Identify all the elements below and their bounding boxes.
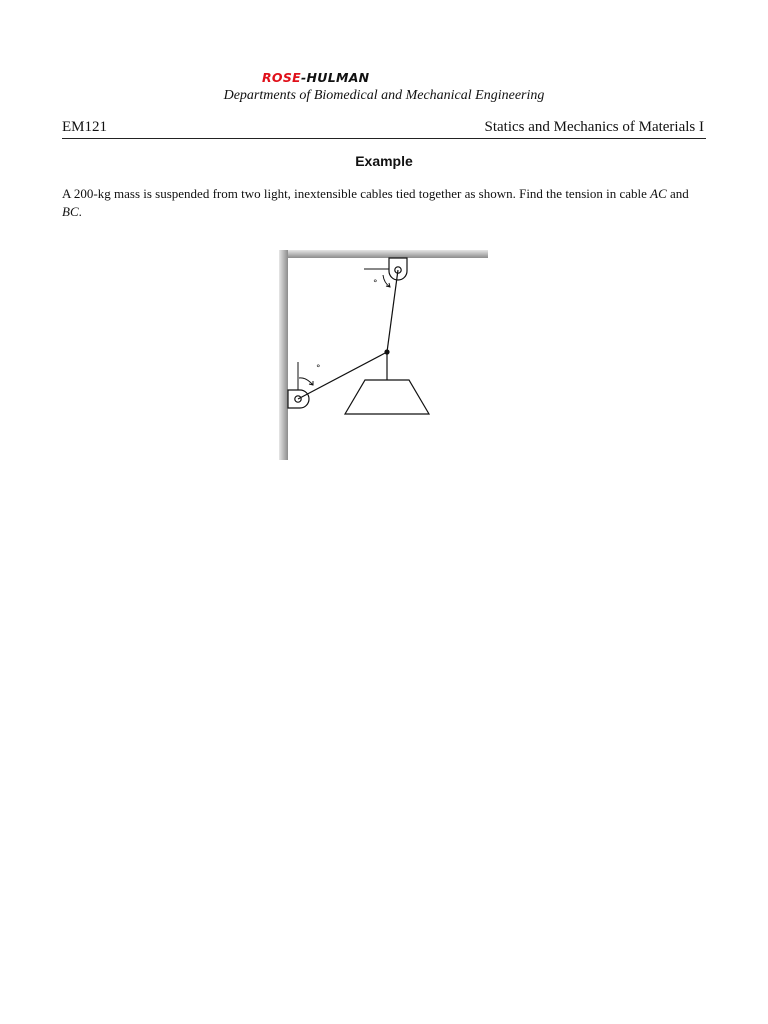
logo-hulman: -HULMAN: [301, 70, 370, 85]
cable-ac-label: AC: [650, 186, 667, 201]
section-heading: Example: [355, 153, 413, 169]
course-code: EM121: [62, 119, 107, 135]
problem-statement: [62, 185, 706, 221]
header-divider: [62, 138, 706, 139]
problem-text-3: .: [78, 204, 82, 219]
problem-text-2: and: [666, 186, 689, 201]
cable-diagram: [270, 240, 500, 470]
cable-bc: [387, 270, 398, 352]
left-angle-degree: °: [316, 364, 321, 374]
rose-hulman-logo: [262, 70, 369, 85]
suspended-mass: [345, 380, 429, 414]
top-angle-indicator: [364, 269, 390, 289]
ceiling-support: [389, 258, 407, 280]
cable-bc-label: BC: [62, 204, 79, 219]
logo-rose: ROSE: [262, 70, 301, 85]
department-line: Departments of Biomedical and Mechanical Engineering: [223, 88, 545, 103]
ceiling: [279, 250, 488, 258]
left-angle-indicator: [298, 362, 321, 390]
course-title: Statics and Mechanics of Materials I: [484, 119, 704, 135]
problem-text-1: A 200-kg mass is suspended from two light, inextensible cables tied together as shown. Find the tension in cable: [62, 186, 651, 201]
knot-c: [384, 349, 389, 354]
top-angle-degree: °: [373, 279, 378, 289]
wall: [279, 250, 288, 460]
